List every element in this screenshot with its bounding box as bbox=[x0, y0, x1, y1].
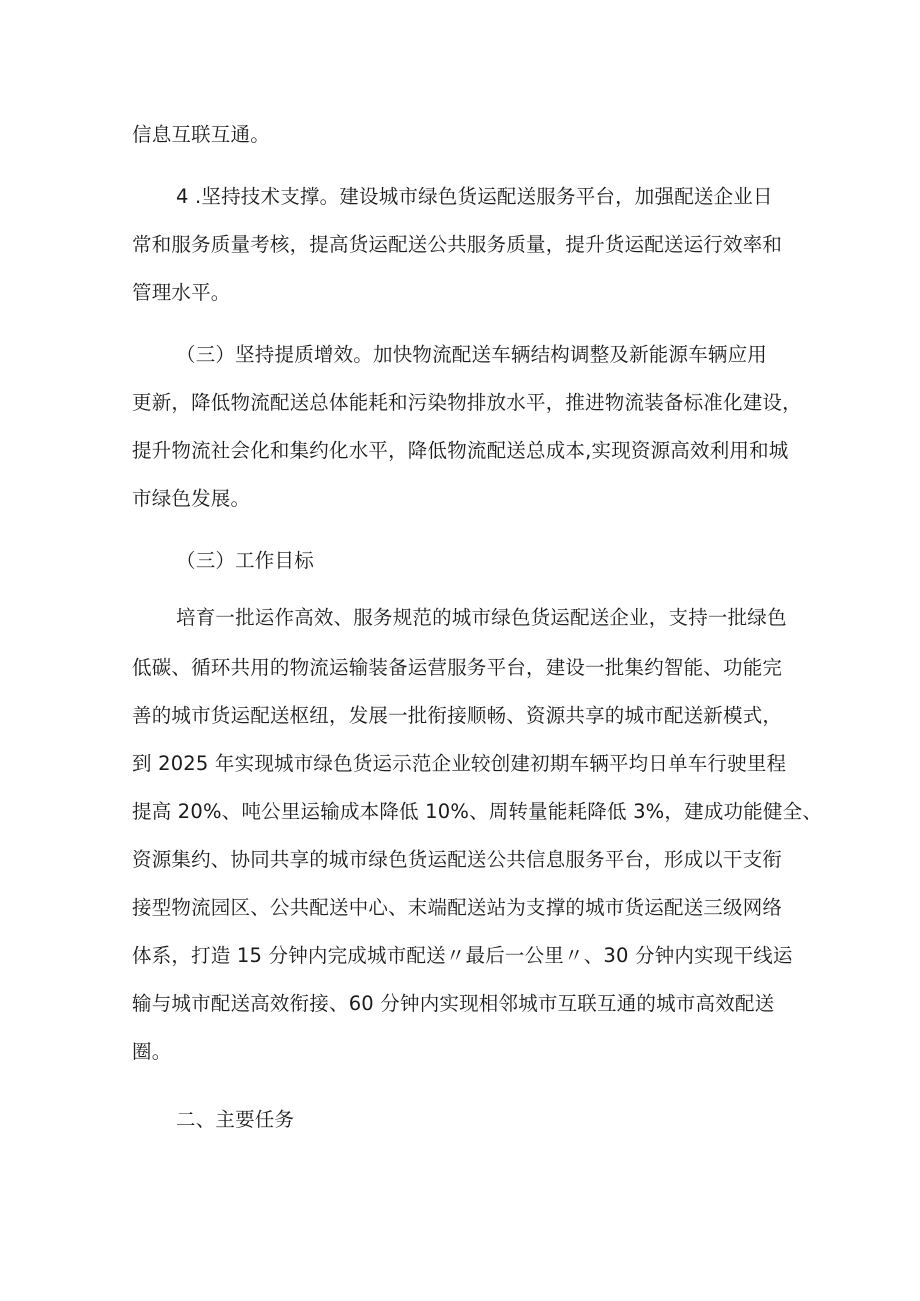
text-line: 到 2025 年实现城市绿色货运示范企业较创建初期车辆平均日单车行驶里程 bbox=[132, 752, 787, 775]
text-line: 善的城市货运配送枢纽，发展一批衔接顺畅、资源共享的城市配送新模式， bbox=[132, 704, 783, 727]
text-line: 市绿色发展。 bbox=[132, 487, 251, 510]
text-line: 低碳、循环共用的物流运输装备运营服务平台，建设一批集约智能、功能完 bbox=[132, 656, 783, 679]
text-line: 提升物流社会化和集约化水平，降低物流配送总成本,实现资源高效利用和城 bbox=[132, 439, 789, 462]
text-line: 常和服务质量考核，提高货运配送公共服务质量，提升货运配送运行效率和 bbox=[132, 233, 783, 256]
text-line: （三）坚持提质增效。加快物流配送车辆结构调整及新能源车辆应用 bbox=[176, 343, 768, 366]
text-line: 培育一批运作高效、服务规范的城市绿色货运配送企业，支持一批绿色 bbox=[176, 606, 787, 629]
text-line: 体系，打造 15 分钟内完成城市配送〃最后一公里〃、30 分钟内实现干线运 bbox=[132, 944, 793, 967]
text-line: 提高 20%、吨公里运输成本降低 10%、周转量能耗降低 3%，建成功能健全、 bbox=[132, 800, 823, 823]
text-line: 管理水平。 bbox=[132, 281, 231, 304]
text-line: 4 .坚持技术支撑。建设城市绿色货运配送服务平台，加强配送企业日 bbox=[176, 185, 773, 208]
text-line: 圈。 bbox=[132, 1040, 172, 1063]
section-heading: 二、主要任务 bbox=[176, 1108, 295, 1131]
text-line: 资源集约、协同共享的城市绿色货运配送公共信息服务平台，形成以干支衔 bbox=[132, 848, 783, 871]
section-heading: （三）工作目标 bbox=[176, 549, 314, 572]
text-line: 接型物流园区、公共配送中心、末端配送站为支撑的城市货运配送三级网络 bbox=[132, 896, 783, 919]
text-line: 更新，降低物流配送总体能耗和污染物排放水平，推进物流装备标准化建设， bbox=[132, 391, 802, 414]
text-line: 信息互联互通。 bbox=[132, 123, 270, 146]
text-line: 输与城市配送高效衔接、60 分钟内实现相邻城市互联互通的城市高效配送 bbox=[132, 992, 775, 1015]
